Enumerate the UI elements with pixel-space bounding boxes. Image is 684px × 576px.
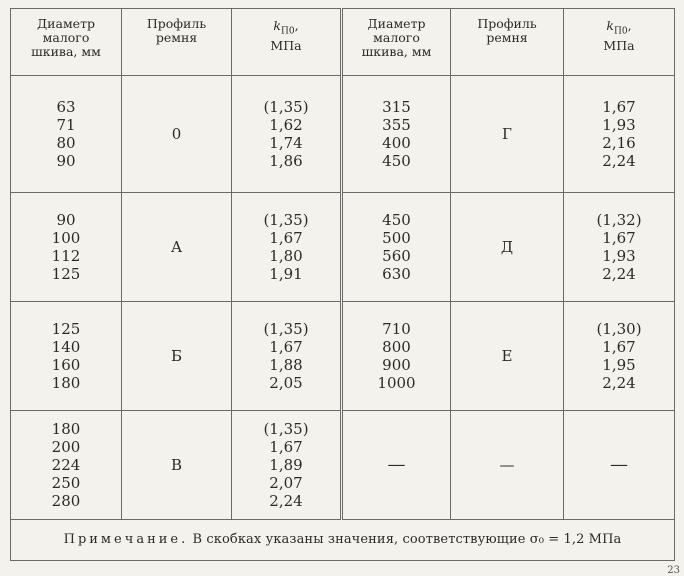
profile-cell: Е — [451, 302, 564, 411]
table-row — [11, 411, 675, 520]
table-note — [11, 520, 675, 561]
k-value-cell: (1,35) 1,62 1,74 1,86 — [232, 76, 342, 193]
diameter-cell: 710 800 900 1000 — [342, 302, 451, 411]
header-profile-right: Профиль ремня — [451, 9, 564, 76]
profile-cell: — — [451, 411, 564, 520]
k-value-cell: — — [564, 411, 675, 520]
header-diameter-left: Диаметр малого шкива, мм — [11, 9, 122, 76]
profile-cell: Г — [451, 76, 564, 193]
k-value-cell: (1,30) 1,67 1,95 2,24 — [564, 302, 675, 411]
belt-coefficient-table — [10, 8, 675, 561]
profile-cell: 0 — [122, 76, 232, 193]
diameter-cell: 125 140 160 180 — [11, 302, 122, 411]
k-value-cell: (1,32) 1,67 1,93 2,24 — [564, 193, 675, 302]
table-row — [11, 76, 675, 193]
diameter-cell: 63 71 80 90 — [11, 76, 122, 193]
diameter-cell: 315 355 400 450 — [342, 76, 451, 193]
header-k-right: $k_{П0}$, МПа — [564, 9, 675, 76]
profile-cell: В — [122, 411, 232, 520]
header-row — [11, 9, 675, 76]
k-value-cell: 1,67 1,93 2,16 2,24 — [564, 76, 675, 193]
profile-cell: Б — [122, 302, 232, 411]
k-value-cell: (1,35) 1,67 1,89 2,07 2,24 — [232, 411, 342, 520]
note-text: В скобках указаны значения, соответствующие σ₀ = 1,2 МПа — [192, 532, 622, 547]
diameter-cell: 90 100 112 125 — [11, 193, 122, 302]
header-k-left: $k_{П0}$, МПа — [232, 9, 342, 76]
table-row — [11, 193, 675, 302]
note-label: Примечание. — [63, 532, 189, 547]
page-number-fragment: 23 — [667, 565, 680, 576]
profile-cell: А — [122, 193, 232, 302]
diameter-cell: 450 500 560 630 — [342, 193, 451, 302]
header-profile-left: Профиль ремня — [122, 9, 232, 76]
note-row — [11, 520, 675, 561]
k-value-cell: (1,35) 1,67 1,80 1,91 — [232, 193, 342, 302]
k-value-cell: (1,35) 1,67 1,88 2,05 — [232, 302, 342, 411]
header-diameter-right: Диаметр малого шкива, мм — [342, 9, 451, 76]
diameter-cell: — — [342, 411, 451, 520]
diameter-cell: 180 200 224 250 280 — [11, 411, 122, 520]
table-row — [11, 302, 675, 411]
profile-cell: Д — [451, 193, 564, 302]
